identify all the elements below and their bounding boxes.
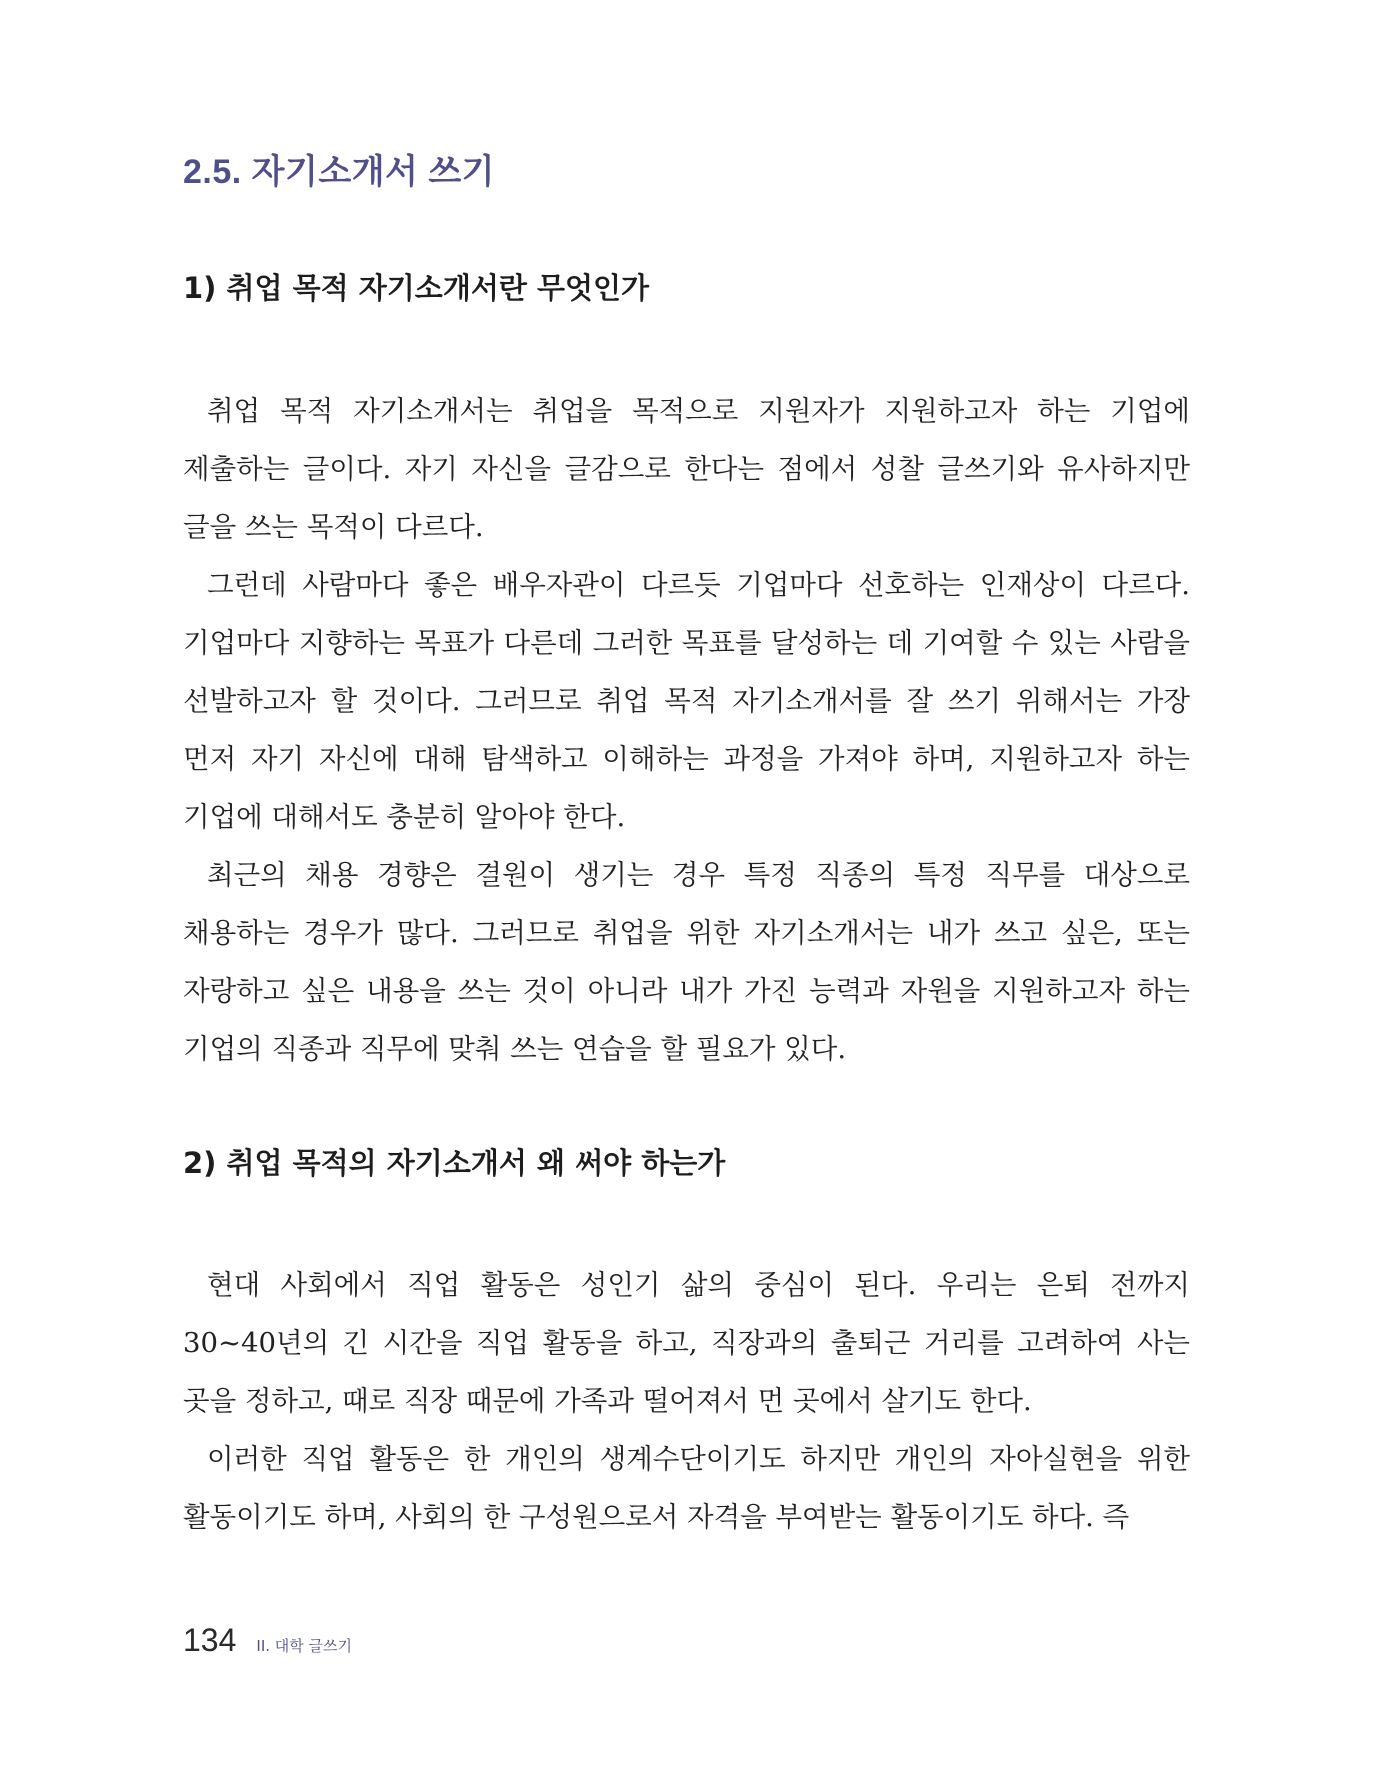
subsection-body-1 bbox=[183, 382, 1190, 1078]
paragraph: 취업 목적 자기소개서는 취업을 목적으로 지원자가 지원하고자 하는 기업에 제출하는 글이다. 자기 자신을 글감으로 한다는 점에서 성찰 글쓰기와 유사하지만 글을 쓰는 목적이 다르다. bbox=[183, 395, 1190, 543]
page-footer bbox=[183, 1622, 352, 1662]
subsection-heading-1: 1) 취업 목적 자기소개서란 무엇인가 bbox=[183, 271, 650, 305]
chapter-label: II. 대학 글쓰기 bbox=[256, 1637, 352, 1655]
paragraph: 최근의 채용 경향은 결원이 생기는 경우 특정 직종의 특정 직무를 대상으로 채용하는 경우가 많다. 그러므로 취업을 위한 자기소개서는 내가 쓰고 싶은, 또는 자랑하고 싶은 내용을 쓰는 것이 아니라 내가 가진 능력과 자원을 지원하고자 하는 기업의 직종과 직무에 맞춰 쓰는 연습을 할 필요가 있다. bbox=[183, 859, 1190, 1065]
page-number: 134 bbox=[183, 1622, 237, 1658]
paragraph: 그런데 사람마다 좋은 배우자관이 다르듯 기업마다 선호하는 인재상이 다르다. 기업마다 지향하는 목표가 다른데 그러한 목표를 달성하는 데 기여할 수 있는 사람을 선발하고자 할 것이다. 그러므로 취업 목적 자기소개서를 잘 쓰기 위해서는 가장 먼저 자기 자신에 대해 탐색하고 이해하는 과정을 가져야 하며, 지원하고자 하는 기업에 대해서도 충분히 알아야 한다. bbox=[183, 569, 1190, 833]
subsection-heading-2: 2) 취업 목적의 자기소개서 왜 써야 하는가 bbox=[183, 1146, 726, 1180]
subsection-body-2 bbox=[183, 1256, 1190, 1546]
paragraph: 이러한 직업 활동은 한 개인의 생계수단이기도 하지만 개인의 자아실현을 위한 활동이기도 하며, 사회의 한 구성원으로서 자격을 부여받는 활동이기도 하다. 즉 bbox=[183, 1443, 1190, 1533]
section-title: 2.5. 자기소개서 쓰기 bbox=[183, 153, 496, 191]
paragraph: 현대 사회에서 직업 활동은 성인기 삶의 중심이 된다. 우리는 은퇴 전까지 30~40년의 긴 시간을 직업 활동을 하고, 직장과의 출퇴근 거리를 고려하여 사는 곳을 정하고, 때로 직장 때문에 가족과 떨어져서 먼 곳에서 살기도 한다. bbox=[183, 1269, 1190, 1417]
